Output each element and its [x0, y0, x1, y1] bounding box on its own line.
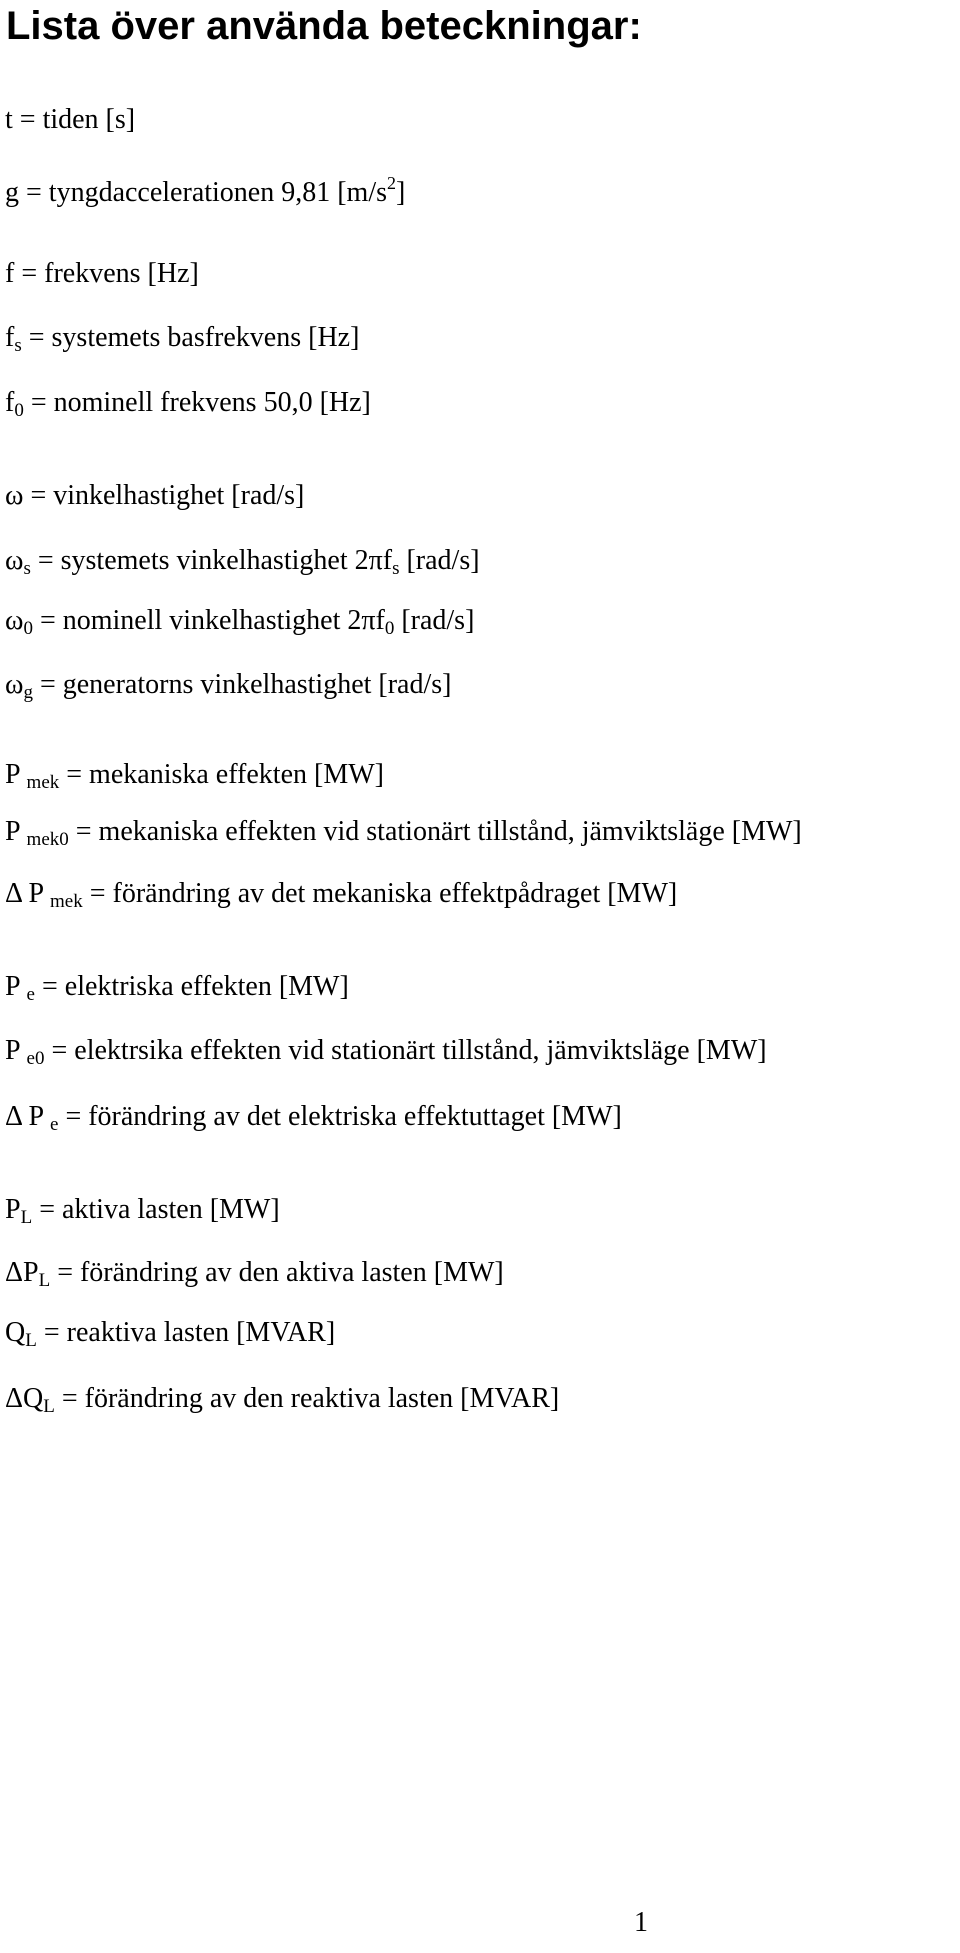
symbol: P: [5, 1194, 21, 1225]
notation-entry: [5, 479, 304, 513]
definition-text: = förändring av den reaktiva lasten [MVAR]: [54, 1383, 560, 1414]
definition-text: = tiden [s]: [12, 104, 136, 135]
symbol-subscript: L: [25, 1330, 37, 1351]
symbol-subscript: 0: [14, 400, 24, 421]
symbol-subscript: s: [23, 558, 31, 579]
definition-text: = mekaniska effekten vid stationärt tillstånd, jämviktsläge [MW]: [68, 816, 802, 847]
definition-text: = förändring av det mekaniska effektpådraget [MW]: [82, 878, 678, 909]
definition-text: = aktiva lasten [MW]: [32, 1194, 280, 1225]
definition-text: = generatorns vinkelhastighet [rad/s]: [32, 669, 452, 700]
symbol: f: [5, 258, 15, 289]
symbol: g: [5, 177, 19, 208]
symbol: Q: [5, 1317, 26, 1348]
definition-text: = tyngdaccelerationen 9,81 [m/s: [19, 177, 388, 208]
symbol: f: [5, 322, 15, 353]
symbol: ω: [5, 480, 24, 511]
definition-text: = elektriska effekten [MW]: [34, 971, 349, 1002]
definition-text: = frekvens [Hz]: [14, 258, 199, 289]
definition-text: = vinkelhastighet [rad/s]: [23, 480, 305, 511]
definition-text: = systemets vinkelhastighet 2πf: [30, 545, 393, 576]
symbol: P: [5, 971, 27, 1002]
notation-entry: [5, 1256, 504, 1290]
symbol-subscript: L: [20, 1207, 33, 1228]
symbol: ω: [5, 669, 24, 700]
notation-entry: [5, 257, 199, 291]
symbol: P: [5, 759, 27, 790]
unit-superscript: 2: [387, 173, 397, 193]
symbol: f: [5, 387, 15, 418]
notation-entry: [5, 1100, 622, 1134]
symbol-subscript: L: [43, 1396, 55, 1417]
symbol-subscript: s: [14, 335, 22, 356]
definition-subscript: s: [392, 558, 400, 579]
symbol-subscript: e: [50, 1114, 59, 1135]
notation-entry: [5, 1193, 280, 1227]
notation-entry: [5, 103, 135, 137]
definition-text: = mekaniska effekten [MW]: [59, 759, 384, 790]
symbol-subscript: g: [23, 682, 33, 703]
notation-entry: [5, 321, 359, 355]
notation-entry: [5, 1034, 767, 1068]
page-number: 1: [634, 1907, 648, 1938]
definition-subscript: 0: [384, 618, 395, 639]
symbol-subscript: mek0: [26, 829, 69, 850]
symbol: P: [5, 816, 27, 847]
symbol: t: [5, 104, 13, 135]
notation-entry: [5, 668, 452, 702]
definition-suffix: [rad/s]: [394, 605, 475, 636]
notation-entry: [5, 877, 677, 911]
notation-entry: [5, 1382, 559, 1416]
symbol-subscript: mek: [50, 891, 83, 912]
notation-entry: [5, 604, 474, 638]
notation-entry: [5, 970, 349, 1004]
page-title: Lista över använda beteckningar:: [6, 4, 642, 48]
definition-text: = elektrsika effekten vid stationärt tillstånd, jämviktsläge [MW]: [44, 1035, 767, 1066]
symbol: ΔQ: [5, 1383, 44, 1414]
notation-entry: [5, 173, 406, 210]
notation-entry: [5, 758, 384, 792]
symbol-subscript: mek: [26, 772, 60, 793]
symbol-subscript: e0: [26, 1048, 45, 1069]
symbol: ω: [5, 605, 24, 636]
notation-entry: [5, 386, 371, 420]
symbol: ω: [5, 545, 24, 576]
notation-entry: [5, 544, 480, 578]
definition-text: = nominell vinkelhastighet 2πf: [32, 605, 385, 636]
symbol: P: [5, 1035, 27, 1066]
symbol: Δ P: [5, 878, 50, 909]
symbol: Δ P: [5, 1101, 50, 1132]
notation-entry: [5, 815, 802, 849]
definition-text: = reaktiva lasten [MVAR]: [36, 1317, 336, 1348]
definition-text: = förändring av den aktiva lasten [MW]: [50, 1257, 504, 1288]
definition-text: = systemets basfrekvens [Hz]: [21, 322, 360, 353]
symbol: ΔP: [5, 1257, 39, 1288]
symbol-subscript: L: [38, 1270, 51, 1291]
symbol-subscript: 0: [23, 618, 33, 639]
definition-suffix: ]: [396, 177, 406, 208]
notation-entry: [5, 1316, 335, 1350]
symbol-subscript: e: [26, 984, 35, 1005]
definition-suffix: [rad/s]: [399, 545, 480, 576]
definition-text: = förändring av det elektriska effektuttaget [MW]: [58, 1101, 622, 1132]
definition-text: = nominell frekvens 50,0 [Hz]: [23, 387, 371, 418]
